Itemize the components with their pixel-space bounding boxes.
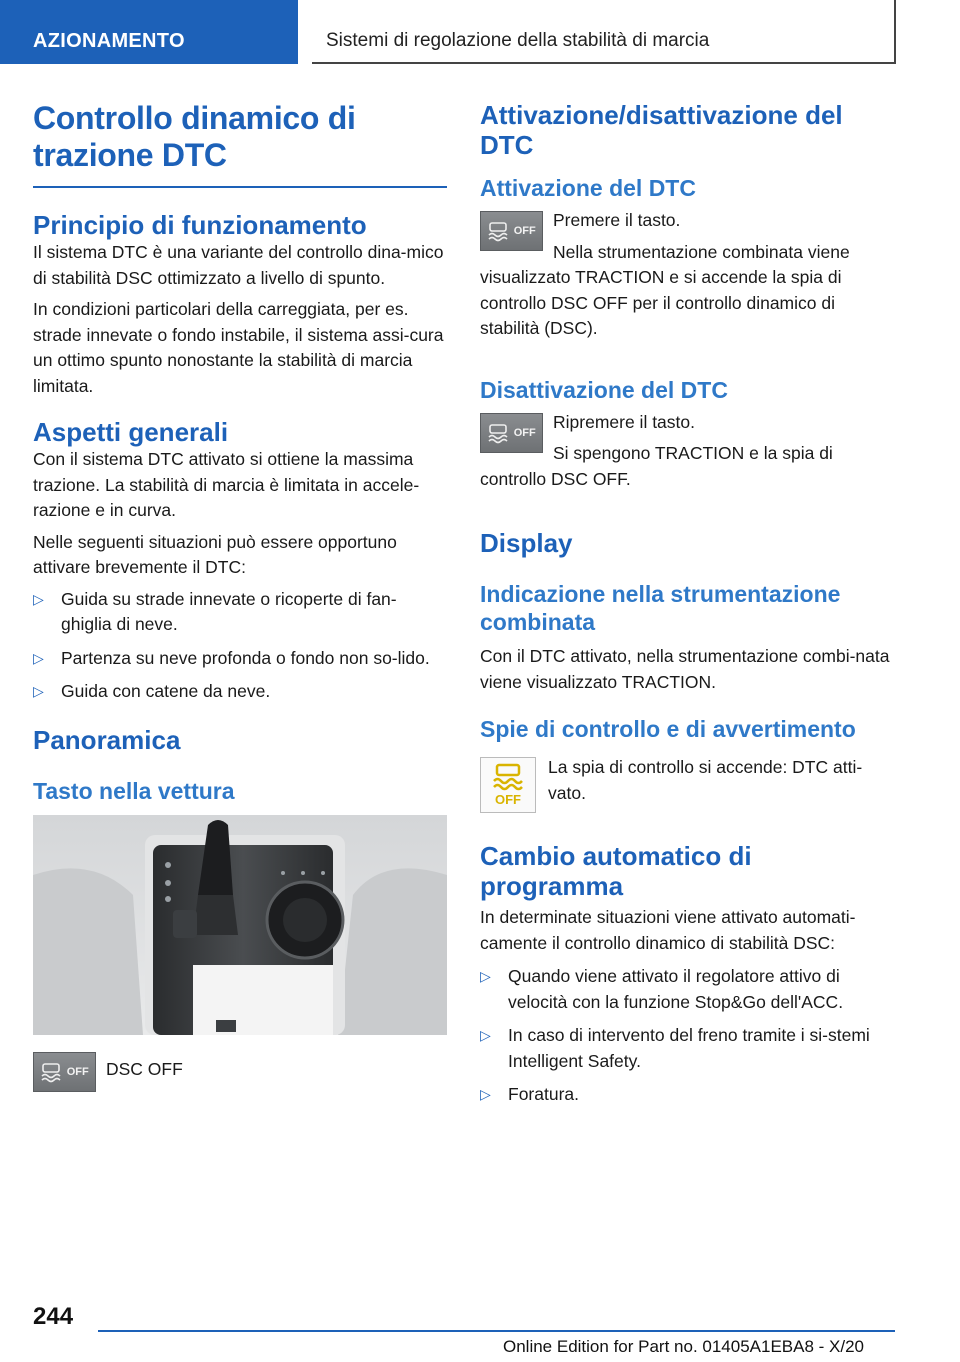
gearbox-heading: Cambio automatico di programma: [480, 841, 752, 901]
principle-text-1: Il sistema DTC è una variante del controllo dina-mico di stabilità DSC ottimizzato a livello di spunto.: [33, 242, 444, 288]
activation-on-text-2: Nella strumentazione combinata viene visualizzato TRACTION e si accende la spia di controllo DSC OFF per il controllo dinamico di stabilità (DSC).: [480, 241, 850, 338]
page-number: 244: [33, 1303, 74, 1330]
dsc-off-legend: [33, 1049, 447, 1098]
dsc-off-button-icon: [33, 1052, 96, 1092]
list-item: ▷ Foratura.: [480, 1082, 896, 1108]
activation-heading: Attivazione/disattivazione del DTC: [480, 100, 843, 160]
display-sub2-heading: Spie di controllo e di avvertimento: [480, 716, 856, 742]
traction-car-icon: [40, 1061, 62, 1083]
footer-rule: [98, 1330, 895, 1332]
list-item: ▷ Quando viene attivato il regolatore attivo di velocità con la funzione Stop&Go dell'ACC.: [480, 966, 844, 1012]
general-text-2: Nelle seguenti situazioni può essere opportuno attivare brevemente il DTC:: [33, 531, 397, 577]
off-label: OFF: [513, 426, 536, 439]
right-column: [480, 100, 896, 1116]
traction-car-icon: [487, 422, 509, 444]
principle-text-2: In condizioni particolari della carreggiata, per es. strade innevate o fondo instabile, il sistema assi-cura un ottimo spunto nonostante la stabilità di marcia limitata.: [33, 299, 444, 396]
title-rule: [33, 186, 447, 188]
display-sub1-heading: Indicazione nella strumentazione combinata: [480, 581, 841, 635]
traction-car-icon: [487, 220, 509, 242]
list-item: ▷ Guida con catene da neve.: [33, 679, 447, 705]
warning-light-block: [480, 755, 896, 819]
activation-off-block: [480, 410, 896, 499]
bullet-arrow-icon: ▷: [33, 649, 44, 666]
button-subheading: Tasto nella vettura: [33, 777, 235, 804]
activation-on-block: [480, 208, 896, 348]
display-heading: Display: [480, 528, 573, 558]
chapter-title: Sistemi di regolazione della stabilità di marcia: [312, 0, 896, 64]
dsc-off-button-icon: [480, 413, 543, 453]
activation-on-text-1: Premere il tasto.: [553, 210, 681, 230]
page-title: Controllo dinamico di trazione DTC: [33, 100, 356, 173]
gearbox-text: In determinate situazioni viene attivato automati-camente il controllo dinamico di stabilità DSC:: [480, 907, 856, 953]
list-item: ▷ Guida su strade innevate o ricoperte di fan-ghiglia di neve.: [33, 588, 397, 634]
traction-warning-icon: [488, 763, 528, 807]
button-caption: DSC OFF: [106, 1058, 183, 1079]
bullet-arrow-icon: ▷: [33, 683, 44, 699]
off-label: OFF: [513, 225, 536, 237]
left-column: [33, 100, 447, 1098]
bullet-arrow-icon: ▷: [33, 590, 44, 607]
general-text-1: Con il sistema DTC attivato si ottiene la massima trazione. La stabilità di marcia è limitata in accele-razione e in curva.: [33, 449, 420, 520]
principle-heading: Principio di funzionamento: [33, 210, 367, 240]
bullet-arrow-icon: ▷: [480, 1086, 491, 1102]
activation-off-text-2: Si spengono TRACTION e la spia di controllo DSC OFF.: [480, 443, 833, 489]
list-item: ▷ In caso di intervento del freno tramite i si-stemi Intelligent Safety.: [480, 1025, 870, 1071]
display-sub1-text: Con il DTC attivato, nella strumentazione combi-nata viene visualizzato TRACTION.: [480, 646, 890, 692]
off-label: OFF: [66, 1065, 89, 1078]
list-item: ▷ Partenza su neve profonda o fondo non so-lido.: [33, 646, 447, 672]
general-bullets: [33, 587, 447, 705]
center-console-image: [33, 815, 447, 1035]
activation-off-heading: Disattivazione del DTC: [480, 376, 728, 403]
dsc-off-warning-light-icon: [480, 757, 536, 813]
bullet-arrow-icon: ▷: [480, 968, 491, 984]
general-heading: Aspetti generali: [33, 417, 229, 447]
overview-heading: Panoramica: [33, 724, 181, 755]
warn-off-label: OFF: [495, 792, 521, 807]
bullet-arrow-icon: ▷: [480, 1027, 491, 1043]
activation-off-text-1: Ripremere il tasto.: [553, 411, 695, 432]
warning-light-text: La spia di controllo si accende: DTC atti-vato.: [548, 757, 863, 803]
gearbox-bullets: [480, 964, 896, 1108]
activation-on-heading: Attivazione del DTC: [480, 175, 696, 201]
section-tab: AZIONAMENTO: [0, 0, 298, 64]
dsc-off-button-icon: [480, 211, 543, 251]
center-console-photo: [33, 815, 447, 1035]
edition-note: Online Edition for Part no. 01405A1EBA8 - X/20: [503, 1337, 865, 1356]
